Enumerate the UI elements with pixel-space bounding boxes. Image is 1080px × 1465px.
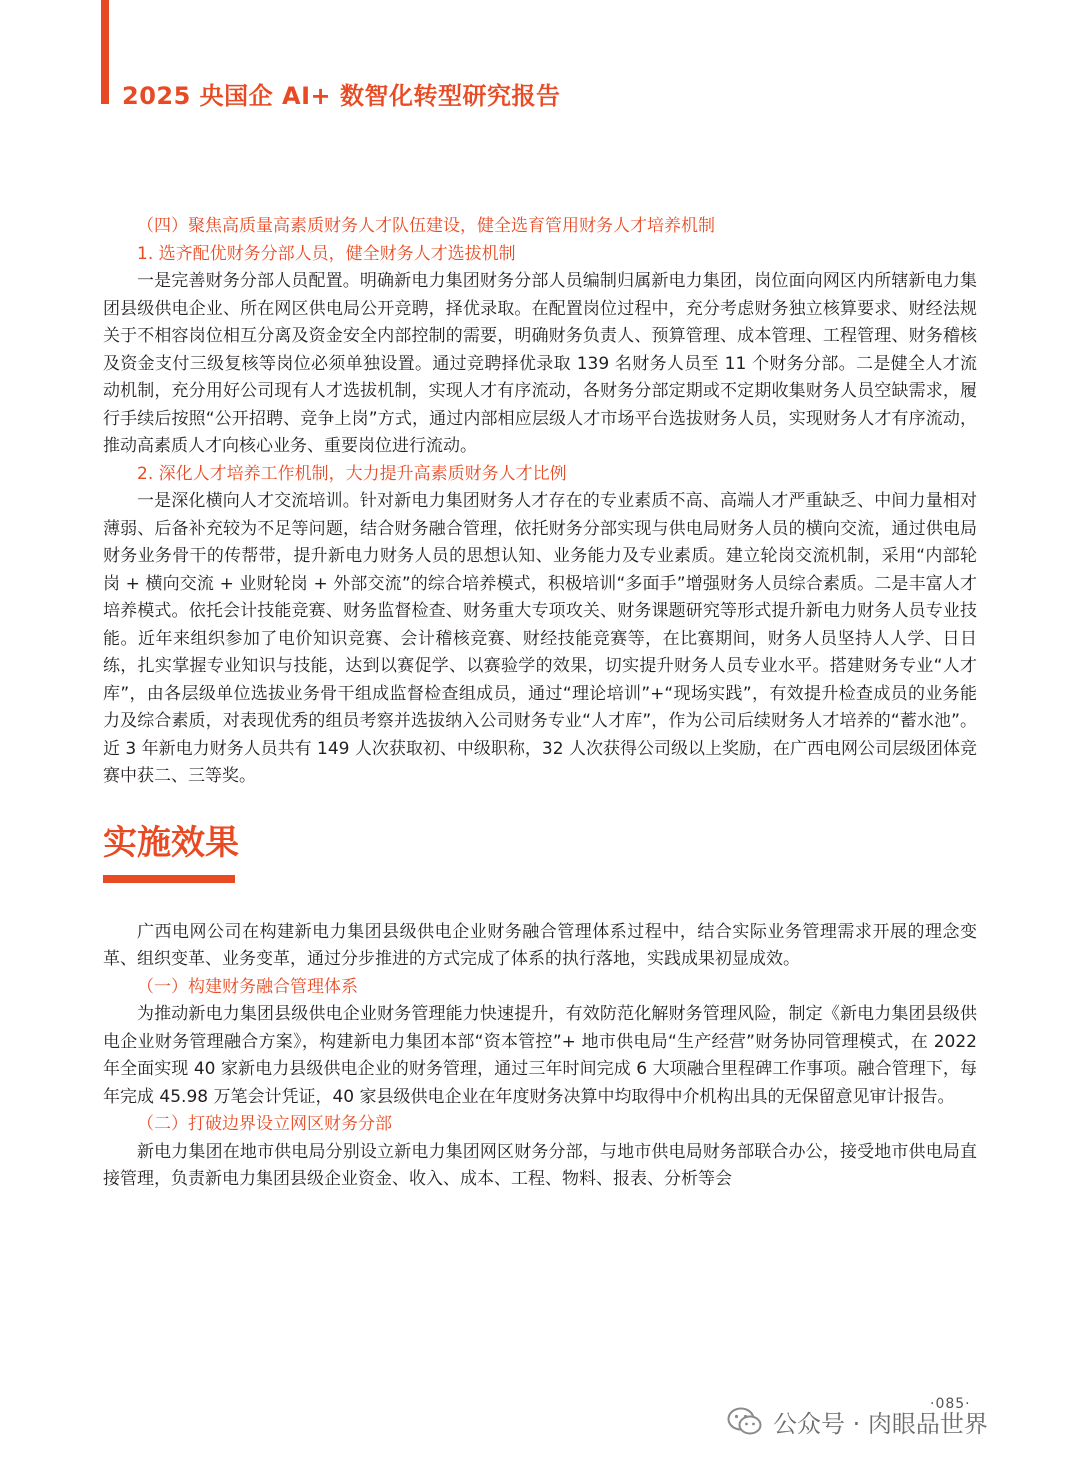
effect-paragraph-2: 新电力集团在地市供电局分别设立新电力集团网区财务分部，与地市供电局财务部联合办公，接受地市供电局直接管理，负责新电力集团县级企业资金、收入、成本、工程、物料、报表、分析等会 — [103, 1141, 977, 1189]
effect-heading-underline — [103, 875, 235, 883]
effect-intro-paragraph: 广西电网公司在构建新电力集团县级供电企业财务融合管理体系过程中，结合实际业务管理需求开展的理念变革、组织变革、业务变革，通过分步推进的方式完成了体系的执行落地，实践成果初显成效。 — [103, 921, 977, 969]
effect-subtitle-1: （一）构建财务融合管理体系 — [137, 976, 358, 997]
effect-section-heading: 实施效果 — [103, 822, 239, 863]
page-number: ·085· — [930, 1396, 971, 1412]
report-title: 2025 央国企 AI+ 数智化转型研究报告 — [122, 82, 561, 110]
section-four-title: （四）聚焦高质量高素质财务人才队伍建设，健全选育管用财务人才培养机制 — [137, 216, 715, 236]
section-four-subtitle-1: 1. 选齐配优财务分部人员，健全财务人才选拔机制 — [137, 243, 516, 264]
effect-paragraph-1: 为推动新电力集团县级供电企业财务管理能力快速提升，有效防范化解财务管理风险，制定《新电力集团县级供电企业财务管理融合方案》，构建新电力集团本部“资本管控”+ 地市供电局“生产经营”财务协同管理模式，在 2022 年全面实现 40 家新电力县级供电企业的财务管理，通过三年时间完成 6 大项融合里程碑工作事项。融合管理下，每年完成 45.98 万笔会计凭证，40 家县级供电企业在年度财务决算中均取得中介机构出具的无保留意见审计报告。 — [103, 1004, 977, 1107]
section-four-subtitle-2: 2. 深化人才培养工作机制，大力提升高素质财务人才比例 — [137, 463, 567, 484]
watermark-text: 公众号 · 肉眼品世界 — [773, 1410, 988, 1438]
header-accent-bar — [101, 0, 109, 104]
effect-subtitle-2: （二）打破边界设立网区财务分部 — [137, 1114, 392, 1134]
section-four-paragraph-2: 一是深化横向人才交流培训。针对新电力集团财务人才存在的专业素质不高、高端人才严重缺乏、中间力量相对薄弱、后备补充较为不足等问题，结合财务融合管理，依托财务分部实现与供电局财务人员的横向交流，通过供电局财务业务骨干的传帮带，提升新电力财务人员的思想认知、业务能力及专业素质。建立轮岗交流机制，采用“内部轮岗 + 横向交流 + 业财轮岗 + 外部交流”的综合培养模式，积极培训“多面手”增强财务人员综合素质。二是丰富人才培养模式。依托会计技能竞赛、财务监督检查、财务重大专项攻关、财务课题研究等形式提升新电力财务人员专业技能。近年来组织参加了电价知识竞赛、会计稽核竞赛、财经技能竞赛等，在比赛期间，财务人员坚持人人学、日日练，扎实掌握专业知识与技能，达到以赛促学、以赛验学的效果，切实提升财务人员专业水平。搭建财务专业“人才库”，由各层级单位选拔业务骨干组成监督检查组成员，通过“理论培训”+“现场实践”，有效提升检查成员的业务能力及综合素质，对表现优秀的组员考察并选拔纳入公司财务专业“人才库”，作为公司后续财务人才培养的“蓄水池”。近 3 年新电力财务人员共有 149 人次获取初、中级职称，32 人次获得公司级以上奖励，在广西电网公司层级团体竞赛中获二、三等奖。 — [103, 491, 977, 786]
section-four-paragraph-1: 一是完善财务分部人员配置。明确新电力集团财务分部人员编制归属新电力集团，岗位面向网区内所辖新电力集团县级供电企业、所在网区供电局公开竞聘，择优录取。在配置岗位过程中，充分考虑财务独立核算要求、财经法规关于不相容岗位相互分离及资金安全内部控制的需要，明确财务负责人、预算管理、成本管理、工程管理、财务稽核及资金支付三级复核等岗位必须单独设置。通过竞聘择优录取 139 名财务人员至 11 个财务分部。二是健全人才流动机制，充分用好公司现有人才选拔机制，实现人才有序流动，各财务分部定期或不定期收集财务人员空缺需求，履行手续后按照“公开招聘、竞争上岗”方式，通过内部相应层级人才市场平台选拔财务人员，实现财务人才有序流动，推动高素质人才向核心业务、重要岗位进行流动。 — [103, 271, 977, 456]
main-content — [103, 213, 977, 1194]
watermark — [727, 1404, 988, 1439]
wechat-icon — [727, 1407, 763, 1437]
